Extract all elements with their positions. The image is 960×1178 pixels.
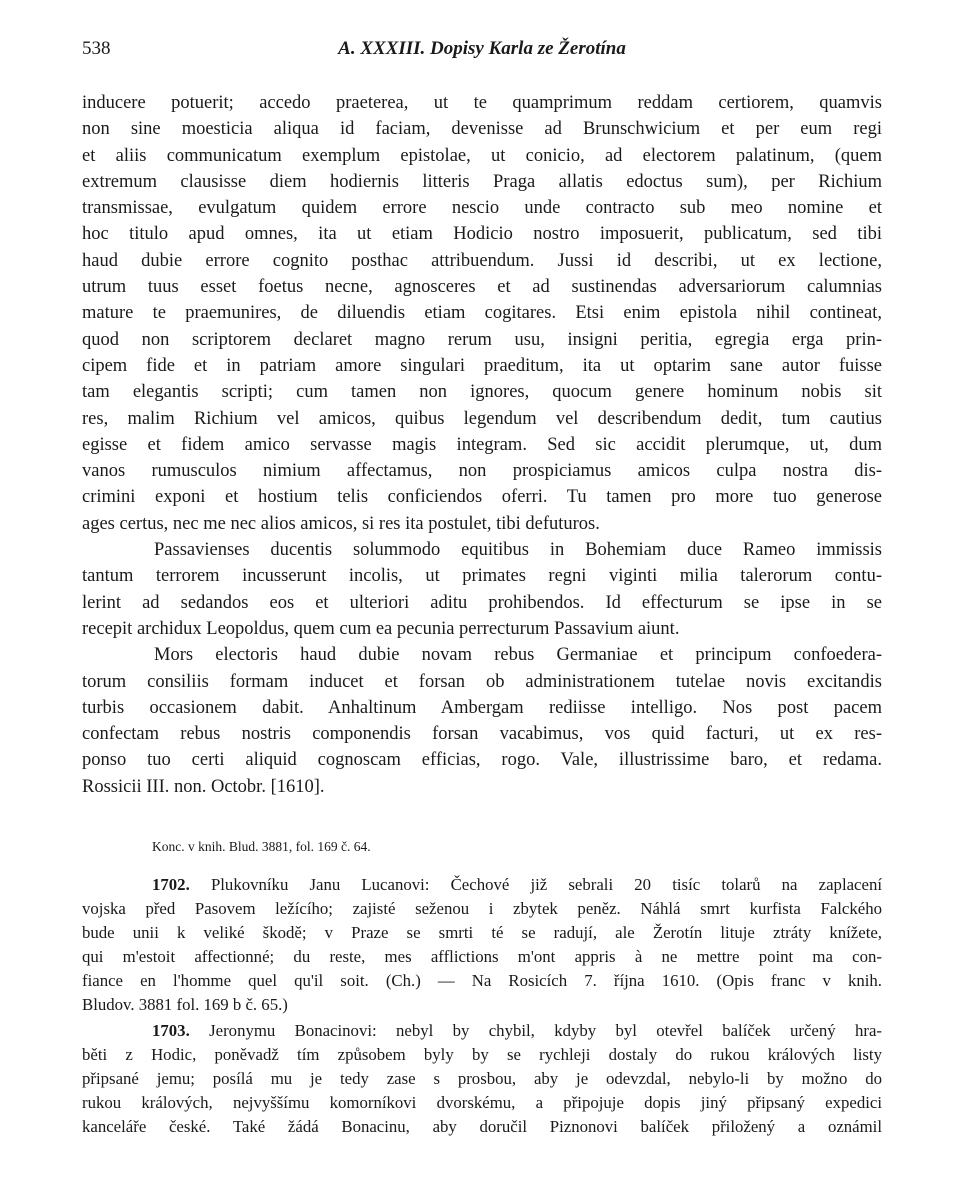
text-line: kanceláře české. Také žádá Bonacinu, aby doručil Piznonovi balíček přiložený a oznámil [82, 1117, 882, 1136]
text-line: vanos rumusculos nimium affectamus, non prospiciamus amicos culpa nostra dis- [82, 461, 882, 482]
text-line: egisse et fidem amico servasse magis integram. Sed sic accidit plerumque, ut, dum [82, 434, 882, 455]
regest-first-line [82, 873, 882, 897]
dateline: Rossicii III. non. Octobr. [1610]. [82, 776, 325, 797]
text-line: utrum tuus esset foetus necne, agnosceres et ad sustinendas adversariorum calumnias [82, 277, 882, 298]
text-line: fiance en l'homme quel qu'il soit. (Ch.) — Na Rosicích 7. října 1610. (Opis franc v knih. [82, 971, 882, 990]
text-line: confectam rebus nostris componendis forsan vacabimus, vos quid facturi, ut ex res- [82, 724, 882, 745]
text-line: crimini exponi et hostium telis conficiendos oferri. Tu tamen pro more tuo generose [82, 487, 882, 508]
text-line: qui m'estoit affectionné; du reste, mes afflictions m'ont appris à ne mettre point ma con- [82, 947, 882, 966]
text-line: běti z Hodic, poněvadž tím způsobem byly by se rychleji dostaly do rukou králových listy [82, 1045, 882, 1064]
regest-1703 [82, 1019, 882, 1139]
text-line: torum consiliis formam inducet et forsan ob administrationem tutelae novis excitandis [82, 671, 882, 692]
text-line: lerint ad sedandos eos et ulteriori aditu prohibendos. Id effecturum se ipse in se [82, 592, 882, 613]
latin-letter [82, 90, 882, 800]
source-note: Konc. v knih. Blud. 3881, fol. 169 č. 64. [152, 839, 371, 854]
text-line: inducere potuerit; accedo praeterea, ut te quamprimum reddam certiorem, quamvis [82, 93, 882, 113]
text-line: vojska před Pasovem ležícího; zajisté seženou i zbytek peněz. Náhlá smrt kurfista Falckého [82, 899, 882, 918]
text-line: připsané jemu; posílá mu je tedy zase s prosbou, aby je odevzdal, nebylo-li by možno do [82, 1069, 882, 1088]
text-line: hoc titulo apud omnes, ita ut etiam Hodicio nostro imposuerit, publicatum, sed tibi [82, 224, 882, 245]
text-line: cipem fide et in patriam amore singulari praeditum, ita ut optarim sane autor fuisse [82, 355, 882, 376]
text-line: ponso tuo certi aliquid cognoscam efficias, rogo. Vale, illustrissime baro, et redama. [82, 750, 882, 771]
text-line: res, malim Richium vel amicos, quibus legendum vel describendum dedit, tum cautius [82, 408, 882, 429]
regest-1702 [82, 873, 882, 1017]
text-line: recepit archidux Leopoldus, quem cum ea pecunia perrecturum Passavium aiunt. [82, 618, 680, 639]
regest-number: 1702. [152, 875, 190, 894]
text-line: ages certus, nec me nec alios amicos, si res ita postulet, tibi defuturos. [82, 513, 600, 534]
regest-first-line [82, 1019, 882, 1043]
page-header [82, 38, 882, 66]
text-line: et aliis communicatum exemplum epistolae, ut conicio, ad electorem palatinum, (quem [82, 145, 882, 166]
text-line: Passavienses ducentis solummodo equitibus in Bohemiam duce Rameo immissis [154, 540, 882, 561]
text-line: Mors electoris haud dubie novam rebus Germaniae et principum confoedera- [154, 645, 882, 666]
text-line: transmissae, evulgatum quidem errore nescio unde contracto sub meo nomine et [82, 198, 882, 219]
text-line: mature te praemunires, de diluendis etiam cogitares. Etsi enim epistola nihil contineat, [82, 303, 882, 324]
text-line: bude unii k veliké škodě; v Praze se smrti té se radují, ale Žerotín lituje ztráty knížete, [82, 923, 882, 942]
text-line: haud dubie errore cognito posthac attribuendum. Jussi id describi, ut ex lectione, [82, 250, 882, 271]
text-line: turbis occasionem dabit. Anhaltinum Ambergam rediisse intelligo. Nos post pacem [82, 697, 882, 718]
text-line: tam elegantis scripti; cum tamen non ignores, quocum genere hominum nobis sit [82, 382, 882, 403]
text-line: tantum terrorem incusserunt incolis, ut primates regni viginti milia talerorum contu- [82, 566, 882, 587]
text-line: non sine moesticia aliqua id faciam, devenisse ad Brunschwicium et per eum regi [82, 119, 882, 140]
regest-text: Jeronymu Bonacinovi: nebyl by chybil, kdyby byl otevřel balíček určený hra- [209, 1021, 882, 1040]
text-line: quod non scriptorem declaret magno rerum usu, insigni peritia, egregia erga prin- [82, 329, 882, 350]
regest-text: Plukovníku Janu Lucanovi: Čechové již sebrali 20 tisíc tolarů na zaplacení [210, 875, 882, 894]
regest-number: 1703. [152, 1021, 190, 1040]
page-number: 538 [82, 38, 111, 59]
text-line: extremum clausisse diem hodiernis litteris Praga allatis edoctus sum), per Richium [82, 171, 882, 192]
running-title: A. XXXIII. Dopisy Karla ze Žerotína [338, 38, 626, 59]
text-line: Bludov. 3881 fol. 169 b č. 65.) [82, 995, 288, 1014]
text-line: rukou králových, nejvyššímu komorníkovi dvorskému, a připojuje dopis jiný připsaný expedici [82, 1093, 882, 1112]
